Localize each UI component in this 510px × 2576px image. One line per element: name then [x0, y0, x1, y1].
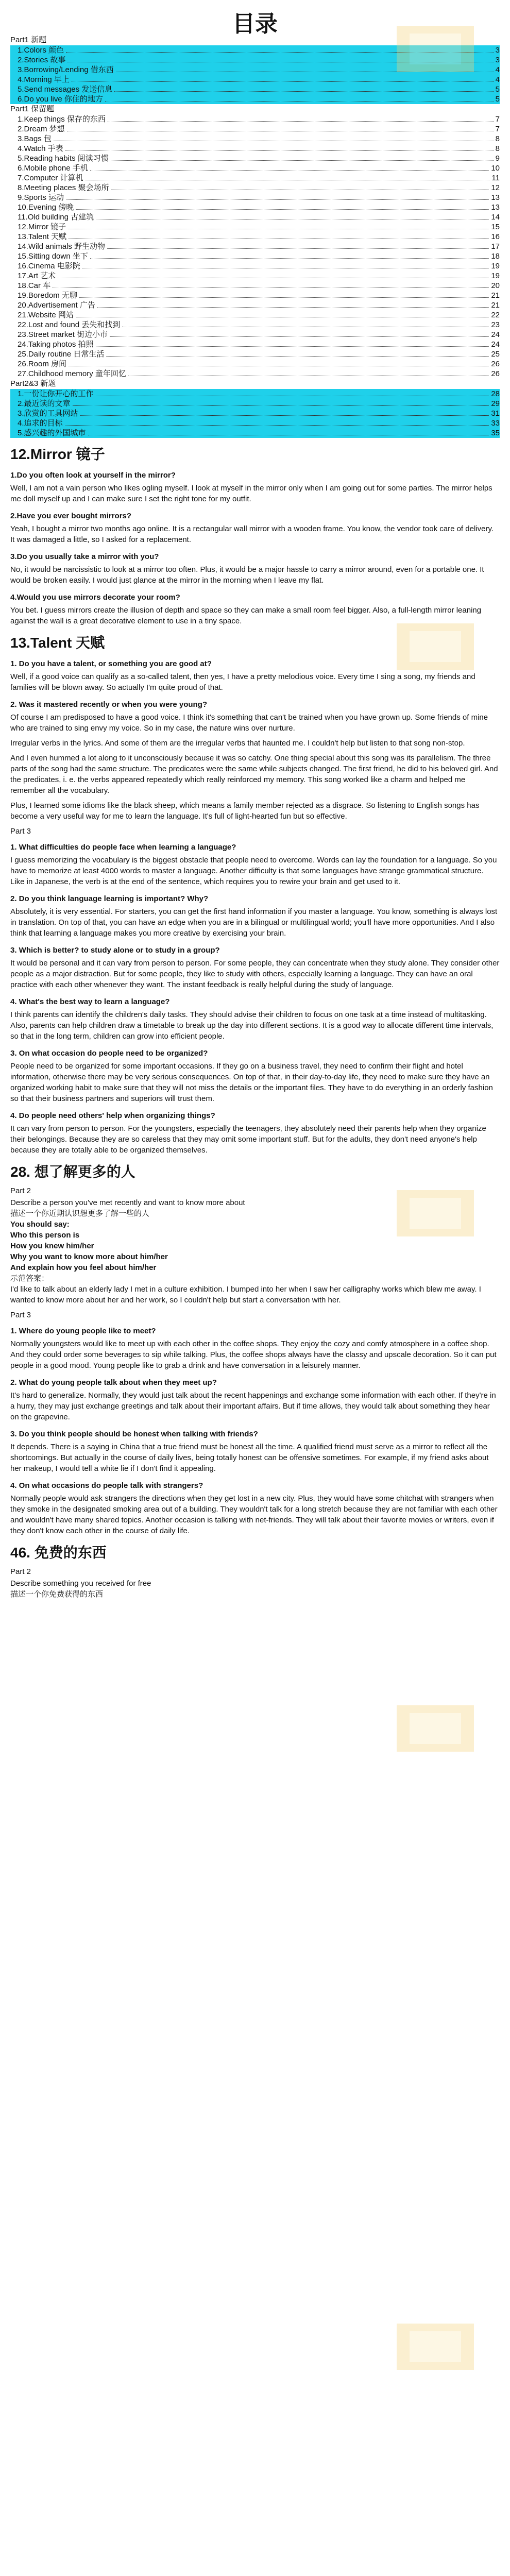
cue-line: Describe something you received for free [10, 1579, 151, 1588]
cue-line: Describe a person you've met recently and want to know more about [10, 1198, 245, 1207]
answer: Absolutely, it is very essential. For starters, you can get the first hand information if you master a language. You know, something is always lost in translation. On top of that, you can have an edge when you are in a bilingual or multilingual world; you'll have more opportunities. And I also think that learning a language makes you more creative by exercising your brain. [10, 907, 498, 938]
toc-entry[interactable] [10, 418, 500, 428]
toc-leader-dots [67, 55, 493, 62]
toc-entry-title: 2.Stories 故事 [18, 56, 66, 64]
toc-page-number: 21 [491, 301, 500, 310]
toc-entry-title: 10.Evening 傍晚 [18, 203, 74, 212]
toc-entry[interactable] [10, 193, 500, 202]
toc-entry-title: 6.Mobile phone 手机 [18, 164, 88, 173]
toc-page-number: 23 [491, 320, 500, 329]
part-label: Part 3 [10, 827, 31, 836]
question: 4. Do people need others' help when organizing things? [10, 1111, 215, 1120]
toc-entry[interactable] [10, 202, 500, 212]
toc-entry[interactable] [10, 340, 500, 349]
toc-page-number: 5 [495, 85, 500, 94]
toc-page-number: 7 [495, 125, 500, 133]
toc-entry[interactable] [10, 359, 500, 369]
toc-page-number: 7 [495, 115, 500, 124]
toc-entry[interactable] [10, 173, 500, 183]
toc-entry[interactable] [10, 281, 500, 291]
toc-entry-title: 16.Cinema 电影院 [18, 262, 80, 270]
toc-page-number: 11 [491, 174, 500, 182]
toc-leader-dots [66, 193, 489, 200]
question: 4. On what occasions do people talk with strangers? [10, 1481, 203, 1490]
answer: Normally youngsters would like to meet up with each other in the coffee shops. They enjoy the cozy and comfy atmosphere in a coffee shop. And they could order some beverages to sip while talking. Plus, the coffee shops always have the classy and upscale decoration. So it can put people in a good mood. Young people like to grab a drink and have conversation in a leisurely manner. [10, 1340, 497, 1370]
toc-leader-dots [73, 399, 489, 406]
toc-page-number: 25 [491, 350, 500, 359]
toc-entry[interactable] [10, 65, 500, 75]
toc-leader-dots [108, 114, 494, 122]
toc-entry[interactable] [10, 134, 500, 144]
answer: Normally people would ask strangers the directions when they get lost in a new city. Plus, they would have some chitchat with strangers when they smoke in the designated smoking area out of a building. They wouldn't talk for a long stretch because they are not familiar with each other and wouldn't have many shared topics. Another occasion is talking with net-friends. They will talk about their favorite movies or writers, even if they don't know each other in the course of daily life. [10, 1494, 498, 1535]
answer: I guess memorizing the vocabulary is the biggest obstacle that people need to overcome. Words can lay the foundation for a language. So you have to memorize at least 4000 words to master a language. Another difficulty is that some languages have strange grammatical structure. Like in Japanese, the verb is at the end of the sentence, which requires you to rewire your brain and get used to it. [10, 856, 497, 886]
toc-page-number: 3 [495, 56, 500, 64]
toc-page-number: 14 [491, 213, 500, 222]
toc-entry-title: 5.Send messages 发送信息 [18, 85, 113, 94]
toc-entry[interactable] [10, 163, 500, 173]
toc-page-number: 20 [491, 281, 500, 290]
toc-leader-dots [69, 232, 489, 239]
answer: It's hard to generalize. Normally, they would just talk about the recent happenings and exchange some information with each other. If they're in a hurry, they may just exchange greetings and talk about their important affairs. But if time allows, they would talk about something they hear on the grapevine. [10, 1391, 496, 1421]
toc-page-number: 15 [491, 223, 500, 231]
toc-entry-title: 20.Advertisement 广告 [18, 301, 95, 310]
toc-entry-title: 27.Childhood memory 童年回忆 [18, 369, 126, 378]
toc-entry[interactable] [10, 55, 500, 65]
sample-answer: I'd like to talk about an elderly lady I met in a culture exhibition. I bumped into her when I saw her calligraphy works which blew me away. I wanted to know more about her and her work, so I couldn't help but start a conversation with her. [10, 1285, 481, 1304]
toc-page-number: 18 [491, 252, 500, 261]
toc-leader-dots [96, 340, 489, 347]
toc-leader-dots [65, 144, 494, 151]
toc-page-number: 4 [495, 75, 500, 84]
toc-entry-title: 25.Daily routine 日常生活 [18, 350, 105, 359]
toc-entry-title: 11.Old building 古建筑 [18, 213, 94, 222]
cue-line: Who this person is [10, 1231, 80, 1240]
question: 4. What's the best way to learn a language? [10, 997, 170, 1006]
toc-leader-dots [107, 242, 489, 249]
answer: Well, I am not a vain person who likes ogling myself. I look at myself in the mirror only when I am going out for some parties. The mirror helps me doll myself up and I can make sure I set the right tone for my outfit. [10, 484, 492, 503]
toc-entry[interactable] [10, 45, 500, 55]
toc-leader-dots [97, 300, 489, 308]
cue-line: And explain how you feel about him/her [10, 1263, 157, 1272]
qa-list-mirror [10, 471, 500, 626]
toc-entry-title: 5.Reading habits 阅读习惯 [18, 154, 109, 163]
question: 4.Would you use mirrors decorate your room? [10, 593, 180, 602]
toc-entry-title: 14.Wild animals 野生动物 [18, 242, 106, 251]
section-heading-talent: 13.Talent 天赋 [10, 635, 105, 651]
cue-line: Why you want to know more about him/her [10, 1252, 168, 1261]
toc-page-number: 21 [491, 291, 500, 300]
toc-entry[interactable] [10, 75, 500, 84]
toc-page-number: 3 [495, 46, 500, 55]
toc-title: 目录 [232, 11, 278, 37]
cue-line: You should say: [10, 1220, 70, 1229]
toc-page-number: 16 [491, 232, 500, 241]
toc-entry[interactable] [10, 399, 500, 409]
answer: No, it would be narcissistic to look at a mirror too often. Plus, it would be a major hassle to carry a mirror around, even for a portable one. It would be broken easily. I would just glance at the mirror in the morning when I leave my flat. [10, 565, 484, 585]
toc-page-number: 12 [491, 183, 500, 192]
toc-entry-title: 22.Lost and found 丢失和找到 [18, 320, 121, 329]
question: 3.Do you usually take a mirror with you? [10, 552, 159, 561]
section-free [0, 1541, 510, 1600]
qa-list-part3 [10, 843, 500, 1156]
toc-page-number: 8 [495, 134, 500, 143]
toc-leader-dots [58, 271, 489, 278]
toc-page-number: 26 [491, 360, 500, 368]
toc-page-number: 29 [491, 399, 500, 408]
toc-page-number: 31 [491, 409, 500, 418]
toc-entry-title: 7.Computer 计算机 [18, 174, 83, 182]
toc-leader-dots [65, 418, 489, 426]
toc-entry[interactable] [10, 222, 500, 232]
toc-page-number: 13 [491, 203, 500, 212]
toc-leader-dots [111, 183, 489, 190]
toc-entry-title: 4.追求的目标 [18, 419, 63, 428]
question: 2. Do you think language learning is important? Why? [10, 894, 209, 903]
toc-page-number: 5 [495, 95, 500, 104]
toc-page-number: 35 [491, 429, 500, 437]
toc-leader-dots [90, 163, 489, 171]
toc-entry[interactable] [10, 428, 500, 438]
toc-entry-title: 3.欣赏的工具网站 [18, 409, 78, 418]
toc-leader-dots [82, 261, 489, 268]
part-label: Part 2 [10, 1567, 31, 1576]
toc-entry-title: 4.Morning 早上 [18, 75, 70, 84]
toc-leader-dots [69, 359, 489, 366]
toc-entry-title: 5.感兴趣的外国城市 [18, 429, 86, 437]
toc-leader-dots [80, 409, 489, 416]
answer: Well, if a good voice can qualify as a so-called talent, then yes, I have a pretty melodious voice. Every time I sing a song, my friends and families will be blown away. So actually I'm quite proud of that. [10, 672, 475, 692]
toc-entry[interactable] [10, 369, 500, 379]
toc-entry[interactable] [10, 144, 500, 154]
section-people [0, 1161, 510, 1536]
part-label: Part 3 [10, 1311, 31, 1319]
cue-card-free [10, 1578, 500, 1600]
question: 3. Do you think people should be honest when talking with friends? [10, 1430, 258, 1438]
toc-part1-list [10, 45, 500, 104]
toc-page-number: 33 [491, 419, 500, 428]
toc-entry-title: 21.Website 网站 [18, 311, 74, 319]
toc-entry[interactable] [10, 330, 500, 340]
toc-page-number: 9 [495, 154, 500, 163]
toc-part1-old-heading: Part1 保留题 [10, 105, 55, 113]
toc-leader-dots [114, 84, 493, 92]
toc-leader-dots [105, 94, 494, 101]
section-heading-free: 46. 免费的东西 [10, 1545, 107, 1561]
toc-entry-title: 8.Meeting places 聚会场所 [18, 183, 109, 192]
toc-entry-title: 12.Mirror 镜子 [18, 223, 66, 231]
toc-entry[interactable] [10, 183, 500, 193]
toc-leader-dots [76, 202, 489, 210]
toc-leader-dots [72, 75, 494, 82]
toc-leader-dots [110, 330, 489, 337]
toc-leader-dots [111, 154, 494, 161]
toc-entry[interactable] [10, 349, 500, 359]
toc-leader-dots [86, 173, 490, 180]
section-talent [0, 632, 510, 822]
toc-entry[interactable] [10, 232, 500, 242]
watermark-logo [392, 2318, 479, 2375]
toc-entry[interactable] [10, 242, 500, 251]
toc-entry-title: 1.Colors 颜色 [18, 46, 64, 55]
toc-page-number: 19 [491, 262, 500, 270]
toc-entry-title: 17.Art 艺术 [18, 272, 56, 280]
toc-entry-title: 26.Room 房间 [18, 360, 67, 368]
toc-leader-dots [88, 428, 489, 435]
toc-entry-title: 6.Do you live 你住的地方 [18, 95, 103, 104]
section-mirror [0, 443, 510, 626]
section-talent-part3 [0, 827, 510, 1156]
section-heading-people: 28. 想了解更多的人 [10, 1164, 135, 1180]
toc-entry-title: 23.Street market 街边小市 [18, 330, 108, 339]
answer: Yeah, I bought a mirror two months ago online. It is a rectangular wall mirror with a wooden frame. You know, the vendor took care of delivery. It was damaged a little, so I asked for a replacement. [10, 524, 494, 544]
toc-entry[interactable] [10, 310, 500, 320]
answer: Of course I am predisposed to have a good voice. I think it's something that can't be trained when you have grown up. Some friends of mine who are trained to sing envy my voice. So in my case, the nature wins over nurture. [10, 713, 488, 733]
toc-part1-heading: Part1 新题 [10, 36, 47, 44]
answer: It depends. There is a saying in China that a true friend must be honest all the time. A qualified friend must serve as a mirror to reflect all the shortcomings. But actually in the course of daily lives, being totally honest can be offensive sometimes. For example, if my friend asks about her makeup, I would tell a white lie if I don't find it appealing. [10, 1443, 489, 1473]
toc-entry[interactable] [10, 261, 500, 271]
toc-entry-title: 3.Borrowing/Lending 借东西 [18, 65, 114, 74]
question: 2. Was it mastered recently or when you were young? [10, 700, 208, 709]
toc-entry-title: 9.Sports 运动 [18, 193, 64, 202]
toc-entry-title: 4.Watch 手表 [18, 144, 63, 153]
cue-card-people [10, 1197, 500, 1284]
toc-entry[interactable] [10, 409, 500, 418]
question: 1. Do you have a talent, or something you are good at? [10, 659, 212, 668]
toc-entry[interactable] [10, 251, 500, 261]
toc-entry[interactable] [10, 154, 500, 163]
toc-part23-heading: Part2&3 新题 [10, 379, 56, 388]
toc-page-number: 22 [491, 311, 500, 319]
toc-entry[interactable] [10, 271, 500, 281]
toc-entry[interactable] [10, 114, 500, 124]
table-of-contents [0, 35, 510, 438]
toc-page-number: 4 [495, 65, 500, 74]
toc-part1-old-list [10, 114, 500, 379]
toc-entry-title: 13.Talent 天赋 [18, 232, 67, 241]
question: 2.Have you ever bought mirrors? [10, 512, 132, 520]
toc-leader-dots [67, 124, 494, 131]
toc-entry[interactable] [10, 84, 500, 94]
toc-page-number: 10 [491, 164, 500, 173]
qa-list-people [10, 1327, 500, 1536]
question: 3. Which is better? to study alone or to study in a group? [10, 946, 220, 955]
toc-entry[interactable] [10, 94, 500, 104]
toc-entry-title: 1.一份让你开心的工作 [18, 389, 94, 398]
toc-page-number: 17 [491, 242, 500, 251]
toc-page-number: 24 [491, 330, 500, 339]
cue-line: 示范答案： [10, 1274, 49, 1283]
toc-leader-dots [122, 320, 489, 327]
toc-leader-dots [76, 310, 489, 317]
toc-leader-dots [96, 212, 489, 219]
answer: Plus, I learned some idioms like the black sheep, which means a family member rejected as a disgrace. So listening to English songs has become a very useful way for me to learn the language. It's full of light-hearted fun but so effective. [10, 801, 480, 821]
answer: It would be personal and it can vary from person to person. For some people, they can concentrate when they study alone. They consider other people as a major distraction. But for some people, they like to study with others, especially learning a language. They can have an oral practice with each other whenever they want. The instant feedback is really helpful during the study of language. [10, 959, 500, 989]
toc-leader-dots [66, 45, 494, 53]
toc-leader-dots [116, 65, 494, 72]
toc-leader-dots [106, 349, 489, 357]
section-heading-mirror: 12.Mirror 镜子 [10, 446, 105, 462]
toc-leader-dots [79, 291, 489, 298]
toc-entry[interactable] [10, 389, 500, 399]
toc-page-number: 19 [491, 272, 500, 280]
toc-leader-dots [96, 389, 489, 396]
toc-entry[interactable] [10, 320, 500, 330]
watermark-logo [392, 1700, 479, 1757]
toc-leader-dots [68, 222, 489, 229]
part-label: Part 2 [10, 1187, 31, 1195]
toc-entry[interactable] [10, 212, 500, 222]
toc-entry[interactable] [10, 300, 500, 310]
cue-line: How you knew him/her [10, 1242, 94, 1250]
question: 1. Where do young people like to meet? [10, 1327, 156, 1335]
toc-leader-dots [90, 251, 489, 259]
toc-page-number: 8 [495, 144, 500, 153]
cue-line: 描述一个你近期认识想更多了解一些的人 [10, 1209, 150, 1218]
toc-leader-dots [128, 369, 489, 376]
toc-entry-title: 19.Boredom 无聊 [18, 291, 77, 300]
answer: Irregular verbs in the lyrics. And some of them are the irregular verbs that haunted me. I couldn't help but listen to that song non-stop. [10, 739, 465, 748]
question: 1.Do you often look at yourself in the mirror? [10, 471, 176, 480]
toc-entry-title: 3.Bags 包 [18, 134, 52, 143]
cue-line: 描述一个你免费获得的东西 [10, 1590, 104, 1599]
toc-entry-title: 24.Taking photos 拍照 [18, 340, 94, 349]
toc-page-number: 28 [491, 389, 500, 398]
answer: You bet. I guess mirrors create the illusion of depth and space so they can make a small room feel bigger. Also, a full-length mirror leaning against the wall is a great decorative element to use in a tiny space. [10, 606, 482, 625]
toc-leader-dots [53, 281, 489, 288]
toc-entry-title: 2.最近读的文章 [18, 399, 71, 408]
toc-page-number: 24 [491, 340, 500, 349]
answer: And I even hummed a lot along to it unconsciously because it was so catchy. One thing special about this song was its parallelism. The three parts of the song had the same structure. The predicates were the same while subjects changed. The first friend, he did to his beloved girl. And the predicates, i. e. the verbs appeared repeatedly which really reinforced my memory. This song worked like a charm and helped me remember all the vocabulary. [10, 754, 498, 795]
answer: I think parents can identify the children's daily tasks. They should advise their children to focus on one task at a time instead of multitasking. Also, parents can help children draw a timetable to break up the day into different sections. It is a good way to allocate different time intervals, so that in the long term, children can grow into efficient people. [10, 1010, 494, 1041]
toc-entry-title: 2.Dream 梦想 [18, 125, 65, 133]
question: 3. On what occasion do people need to be organized? [10, 1049, 208, 1058]
toc-entry-title: 1.Keep things 保存的东西 [18, 115, 106, 124]
toc-entry-title: 15.Sitting down 坐下 [18, 252, 88, 261]
toc-leader-dots [54, 134, 494, 141]
answer: It can vary from person to person. For the youngsters, especially the teenagers, they absolutely need their parents help when they organize their belongings. Because they are so careless that they may omit some important stuff. But for the adults, they don't need anyone's help because they are totally able to be organized themselves. [10, 1124, 486, 1155]
answer: People need to be organized for some important occasions. If they go on a business travel, they need to confirm their flight and hotel information, otherwise there may be very serious consequences. On top of that, in their day-to-day life, they need to make sure they have an organized working habit to make sure that they will not miss the details or the important files. They have to do everything in an orderly fashion so that their business partners and superiors will trust them. [10, 1062, 493, 1103]
toc-part23-list [10, 389, 500, 438]
toc-entry[interactable] [10, 124, 500, 134]
question: 2. What do young people talk about when they meet up? [10, 1378, 217, 1387]
toc-entry[interactable] [10, 291, 500, 300]
question: 1. What difficulties do people face when learning a language? [10, 843, 236, 852]
toc-page-number: 26 [491, 369, 500, 378]
toc-page-number: 13 [491, 193, 500, 202]
toc-entry-title: 18.Car 车 [18, 281, 51, 290]
qa-list-talent [10, 659, 500, 822]
